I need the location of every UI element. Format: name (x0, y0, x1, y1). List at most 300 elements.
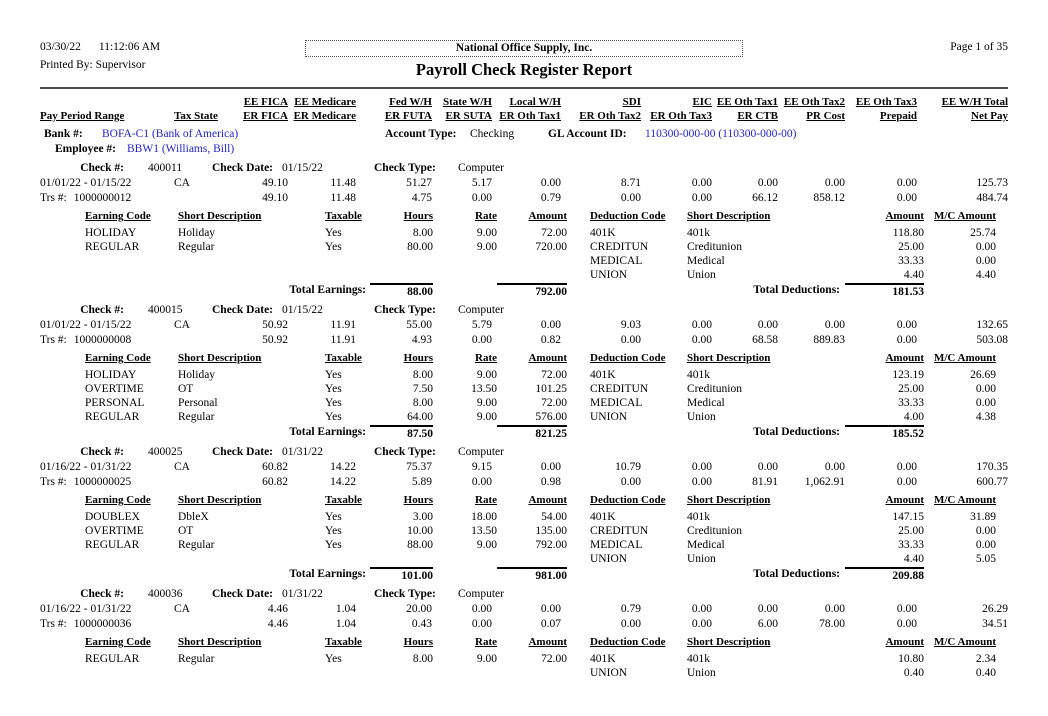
earning-hours (370, 254, 433, 268)
pr-cost-value: 78.00 (819, 618, 845, 630)
deduction-code: UNION (590, 667, 628, 679)
er-medicare-value: 14.22 (330, 476, 356, 488)
earning-code (85, 268, 178, 282)
earning-deduction-row (85, 368, 996, 382)
fed-wh-value: 51.27 (406, 177, 432, 189)
earning-taxable: Yes (325, 511, 342, 523)
spacer (567, 694, 590, 708)
spacer (433, 283, 497, 300)
ee-medicare-value: 11.48 (330, 177, 356, 189)
employee-tax-row (40, 176, 1008, 191)
deduction-mc-amount: 0.00 (975, 255, 996, 267)
company-name-box (305, 40, 743, 57)
earning-deduction-row (85, 240, 996, 254)
total-deductions-label: Total Deductions: (753, 284, 840, 296)
bank-row (40, 127, 1008, 142)
ee-wh-total-value: 170.35 (976, 461, 1008, 473)
report-header (40, 40, 1008, 86)
account-type-label: Account Type: (385, 128, 457, 140)
deduction-code: CREDITUN (590, 383, 649, 395)
earning-hours (370, 680, 433, 694)
er-futa-value: 0.43 (411, 618, 432, 630)
col-hours: Hours (403, 352, 433, 364)
col-fed-wh: Fed W/H (389, 96, 432, 108)
er-medicare-value: 1.04 (335, 618, 356, 630)
earning-code (85, 254, 178, 268)
earning-amount: 72.00 (541, 369, 567, 381)
er-suta-value: 0.00 (471, 476, 492, 488)
col-earning-amount: Amount (528, 210, 567, 222)
spacer (567, 493, 590, 510)
er-oth-tax3-value: 0.00 (691, 618, 712, 630)
earning-hours: 8.00 (412, 653, 433, 665)
deduction-description: Medical (687, 397, 725, 409)
spacer (567, 268, 590, 282)
deduction-amount: 147.15 (892, 511, 924, 523)
earning-taxable (325, 666, 370, 680)
earning-amount (497, 268, 567, 282)
earnings-deductions-header (85, 635, 996, 652)
deduction-amount: 33.33 (898, 539, 924, 551)
col-pr-cost: PR Cost (806, 110, 845, 122)
earning-amount: 54.00 (541, 511, 567, 523)
deduction-mc-amount: 0.00 (975, 397, 996, 409)
sdi-value: 9.03 (620, 319, 641, 331)
col-er-futa: ER FUTA (384, 110, 432, 122)
spacer (433, 425, 497, 442)
earning-description: Regular (178, 653, 215, 665)
spacer (567, 666, 590, 680)
trs-label: Trs #: (40, 334, 67, 346)
er-ctb-value: 81.91 (752, 476, 778, 488)
earning-description: Personal (178, 397, 218, 409)
earning-taxable: Yes (325, 369, 342, 381)
transaction-number (40, 475, 168, 490)
total-deductions-label: Total Deductions: (753, 426, 840, 438)
earning-description: Holiday (178, 227, 216, 239)
check-header (40, 160, 1008, 176)
col-mc-amount: M/C Amount (933, 352, 996, 364)
earning-code: REGULAR (85, 539, 140, 551)
ee-oth-tax3-value: 0.00 (896, 461, 917, 473)
earning-code: HOLIDAY (85, 227, 137, 239)
fed-wh-value: 20.00 (406, 603, 432, 615)
deduction-description: Union (687, 269, 716, 281)
er-oth-tax3-value: 0.00 (691, 192, 712, 204)
trs-value: 1000000025 (73, 476, 132, 488)
col-deduction-code: Deduction Code (590, 210, 666, 222)
earning-description: Regular (178, 411, 215, 423)
col-er-oth-tax2: ER Oth Tax2 (579, 110, 641, 122)
deduction-mc-amount: 4.38 (975, 411, 996, 423)
earning-code: OVERTIME (85, 383, 144, 395)
header-rule (40, 87, 1008, 89)
col-rate: Rate (475, 352, 497, 364)
deduction-code: 401K (590, 369, 616, 381)
col-er-ctb: ER CTB (737, 110, 778, 122)
company-name: National Office Supply, Inc. (455, 42, 593, 54)
pr-cost-value: 858.12 (813, 192, 845, 204)
deduction-mc-amount (924, 694, 996, 708)
earning-deduction-row (85, 694, 996, 708)
deduction-description: Creditunion (687, 525, 742, 537)
check-number: 400015 (148, 304, 183, 316)
spacer (567, 240, 590, 254)
spacer (168, 333, 230, 348)
earning-rate: 18.00 (471, 511, 497, 523)
ee-wh-total-value: 132.65 (976, 319, 1008, 331)
earning-code: OVERTIME (85, 525, 144, 537)
deduction-amount: 10.80 (898, 653, 924, 665)
tax-state: CA (174, 603, 190, 615)
spacer (567, 283, 590, 300)
earning-amount: 720.00 (535, 241, 567, 253)
earning-amount (497, 680, 567, 694)
spacer (567, 382, 590, 396)
earning-hours: 88.00 (407, 539, 433, 551)
spacer (567, 425, 590, 442)
earning-code (85, 680, 178, 694)
earning-description (178, 680, 325, 694)
deduction-amount: 4.40 (903, 269, 924, 281)
er-suta-value: 0.00 (471, 192, 492, 204)
ee-oth-tax2-value: 0.00 (824, 603, 845, 615)
check-block (40, 160, 1008, 300)
deduction-amount: 123.19 (892, 369, 924, 381)
spacer (168, 617, 230, 632)
col-ee-wh-total: EE W/H Total (941, 96, 1008, 108)
total-deductions-amount: 185.52 (845, 425, 924, 442)
col-mc-amount: M/C Amount (933, 636, 996, 648)
check-date: 01/15/22 (282, 304, 323, 316)
prepaid-value: 0.00 (896, 618, 917, 630)
er-medicare-value: 11.48 (330, 192, 356, 204)
col-rate: Rate (475, 494, 497, 506)
earning-hours: 8.00 (412, 227, 433, 239)
check-number: 400011 (148, 162, 183, 174)
er-fica-value: 49.10 (262, 192, 288, 204)
spacer (567, 524, 590, 538)
earning-amount: 576.00 (535, 411, 567, 423)
col-earning-amount: Amount (528, 352, 567, 364)
bank-number-link[interactable]: BOFA-C1 (Bank of America) (102, 128, 239, 140)
earning-rate: 13.50 (471, 383, 497, 395)
deduction-code: UNION (590, 269, 628, 281)
employer-tax-row (40, 617, 1008, 632)
check-block (40, 586, 1008, 708)
earning-description: Regular (178, 539, 215, 551)
col-sdi: SDI (622, 96, 641, 108)
earning-hours: 8.00 (412, 397, 433, 409)
ee-oth-tax3-value: 0.00 (896, 603, 917, 615)
employee-row (40, 142, 1008, 158)
total-deductions-label: Total Deductions: (753, 568, 840, 580)
earning-taxable: Yes (325, 525, 342, 537)
deduction-description: 401k (687, 653, 710, 665)
check-block (40, 302, 1008, 442)
earnings-deductions-header (85, 493, 996, 510)
col-earning-code: Earning Code (85, 494, 151, 506)
pr-cost-value: 889.83 (813, 334, 845, 346)
col-hours: Hours (403, 210, 433, 222)
check-number-label: Check #: (80, 446, 124, 458)
check-header (40, 586, 1008, 602)
state-wh-value: 5.17 (471, 177, 492, 189)
earning-hours: 7.50 (412, 383, 433, 395)
spacer (567, 680, 590, 694)
total-earnings-amount: 981.00 (497, 567, 567, 584)
deduction-amount: 33.33 (898, 255, 924, 267)
spacer (567, 209, 590, 226)
spacer (567, 254, 590, 268)
check-type-label: Check Type: (374, 588, 436, 600)
er-oth-tax2-value: 0.00 (620, 334, 641, 346)
ee-oth-tax2-value: 0.00 (824, 177, 845, 189)
deduction-description: 401k (687, 511, 710, 523)
print-time: 11:12:06 AM (98, 41, 161, 53)
earning-description (178, 268, 325, 282)
earning-code: HOLIDAY (85, 369, 137, 381)
earning-rate (433, 680, 497, 694)
pay-period-range: 01/01/22 - 01/15/22 (40, 319, 132, 331)
state-wh-value: 9.15 (471, 461, 492, 473)
total-hours: 88.00 (370, 283, 433, 300)
spacer (168, 475, 230, 490)
col-earning-description: Short Description (178, 210, 262, 222)
er-oth-tax1-value: 0.07 (540, 618, 561, 630)
deduction-code: MEDICAL (590, 397, 643, 409)
earning-hours (370, 552, 433, 566)
ee-fica-value: 4.46 (267, 603, 288, 615)
earning-deduction-row (85, 524, 996, 538)
earning-amount: 72.00 (541, 227, 567, 239)
check-date-label: Check Date: (212, 588, 273, 600)
page-number: Page 1 of 35 (950, 41, 1008, 53)
gl-account-id-link[interactable]: 110300-000-00 (110300-000-00) (645, 128, 797, 140)
check-list (40, 160, 1008, 708)
trs-label: Trs #: (40, 618, 67, 630)
er-oth-tax3-value: 0.00 (691, 334, 712, 346)
trs-label: Trs #: (40, 476, 67, 488)
earning-hours: 3.00 (412, 511, 433, 523)
deduction-description: Union (687, 553, 716, 565)
col-deduction-description: Short Description (687, 494, 771, 506)
local-wh-value: 0.00 (540, 603, 561, 615)
check-type-label: Check Type: (374, 304, 436, 316)
transaction-number (40, 617, 168, 632)
col-earning-amount: Amount (528, 494, 567, 506)
net-pay-value: 484.74 (976, 192, 1008, 204)
state-wh-value: 0.00 (471, 603, 492, 615)
deduction-amount: 25.00 (898, 241, 924, 253)
earning-taxable: Yes (325, 397, 342, 409)
er-suta-value: 0.00 (471, 334, 492, 346)
col-deduction-amount: Amount (885, 636, 924, 648)
earning-taxable: Yes (325, 411, 342, 423)
col-rate: Rate (475, 636, 497, 648)
earning-hours: 8.00 (412, 369, 433, 381)
employer-tax-row (40, 333, 1008, 348)
spacer (567, 368, 590, 382)
col-er-fica: ER FICA (243, 110, 288, 122)
er-suta-value: 0.00 (471, 618, 492, 630)
ee-medicare-value: 14.22 (330, 461, 356, 473)
spacer (567, 552, 590, 566)
check-type: Computer (458, 446, 504, 458)
er-fica-value: 50.92 (262, 334, 288, 346)
account-type-value: Checking (470, 128, 515, 140)
er-ctb-value: 66.12 (752, 192, 778, 204)
spacer (168, 191, 230, 206)
check-number-label: Check #: (80, 588, 124, 600)
ee-oth-tax2-value: 0.00 (824, 319, 845, 331)
spacer (924, 425, 996, 442)
total-deductions-amount: 181.53 (845, 283, 924, 300)
deduction-amount: 4.00 (903, 411, 924, 423)
earning-description (178, 254, 325, 268)
earning-description (178, 694, 325, 708)
spacer (567, 396, 590, 410)
deduction-mc-amount: 0.40 (975, 667, 996, 679)
col-earning-amount: Amount (528, 636, 567, 648)
col-er-medicare: ER Medicare (293, 110, 356, 122)
earning-deduction-row (85, 226, 996, 240)
ee-wh-total-value: 125.73 (976, 177, 1008, 189)
tax-state: CA (174, 319, 190, 331)
check-number: 400036 (148, 588, 183, 600)
ee-oth-tax1-value: 0.00 (757, 319, 778, 331)
bank-number-label: Bank #: (44, 128, 83, 140)
col-taxable: Taxable (325, 494, 362, 506)
check-type: Computer (458, 162, 504, 174)
check-number-label: Check #: (80, 162, 124, 174)
earning-rate: 9.00 (476, 227, 497, 239)
trs-value: 1000000012 (73, 192, 132, 204)
ee-medicare-value: 1.04 (335, 603, 356, 615)
er-ctb-value: 6.00 (757, 618, 778, 630)
employee-number-link[interactable]: BBW1 (Williams, Bill) (127, 143, 235, 155)
earning-deduction-row (85, 396, 996, 410)
earning-deduction-row (85, 538, 996, 552)
earning-amount (497, 694, 567, 708)
net-pay-value: 503.08 (976, 334, 1008, 346)
earning-taxable: Yes (325, 653, 342, 665)
check-type: Computer (458, 588, 504, 600)
ee-fica-value: 49.10 (262, 177, 288, 189)
total-earnings-label: Total Earnings: (289, 284, 366, 296)
col-deduction-code: Deduction Code (590, 636, 666, 648)
total-earnings-amount: 792.00 (497, 283, 567, 300)
employee-number-label: Employee #: (55, 143, 117, 155)
earning-deduction-row (85, 268, 996, 282)
deduction-amount: 33.33 (898, 397, 924, 409)
ee-medicare-value: 11.91 (330, 319, 356, 331)
employer-tax-row (40, 191, 1008, 206)
totals-row (85, 283, 996, 300)
eic-value: 0.00 (691, 461, 712, 473)
earning-rate: 9.00 (476, 411, 497, 423)
ee-oth-tax1-value: 0.00 (757, 177, 778, 189)
deduction-mc-amount: 0.00 (975, 539, 996, 551)
col-taxable: Taxable (325, 636, 362, 648)
ee-oth-tax1-value: 0.00 (757, 603, 778, 615)
total-hours: 101.00 (370, 567, 433, 584)
check-type: Computer (458, 304, 504, 316)
er-fica-value: 4.46 (267, 618, 288, 630)
check-date: 01/15/22 (282, 162, 323, 174)
eic-value: 0.00 (691, 319, 712, 331)
er-oth-tax1-value: 0.82 (540, 334, 561, 346)
er-oth-tax2-value: 0.00 (620, 192, 641, 204)
earning-rate: 9.00 (476, 241, 497, 253)
earning-hours (370, 268, 433, 282)
trs-label: Trs #: (40, 192, 67, 204)
deduction-code: 401K (590, 511, 616, 523)
trs-value: 1000000008 (73, 334, 132, 346)
earning-rate (433, 694, 497, 708)
earning-description: OT (178, 383, 194, 395)
print-datetime (40, 41, 160, 53)
deduction-description: 401k (687, 227, 710, 239)
earning-amount: 135.00 (535, 525, 567, 537)
er-oth-tax1-value: 0.79 (540, 192, 561, 204)
earning-taxable: Yes (325, 539, 342, 551)
column-headers-row-ee (40, 96, 1008, 110)
employee-tax-row (40, 602, 1008, 617)
spacer (924, 567, 996, 584)
earning-deduction-row (85, 652, 996, 666)
earning-deduction-row (85, 410, 996, 424)
earning-description: Regular (178, 241, 215, 253)
earning-code (85, 552, 178, 566)
earning-amount (497, 552, 567, 566)
col-eic: EIC (692, 96, 712, 108)
local-wh-value: 0.00 (540, 461, 561, 473)
pay-period-range: 01/16/22 - 01/31/22 (40, 461, 132, 473)
total-deductions-amount: 209.88 (845, 567, 924, 584)
col-deduction-description: Short Description (687, 210, 771, 222)
earning-rate: 13.50 (471, 525, 497, 537)
totals-row (85, 425, 996, 442)
col-ee-fica: EE FICA (243, 96, 288, 108)
deduction-amount: 4.40 (903, 553, 924, 565)
earning-code: REGULAR (85, 411, 140, 423)
sdi-value: 8.71 (620, 177, 641, 189)
earning-deduction-row (85, 666, 996, 680)
deduction-description: Union (687, 411, 716, 423)
er-medicare-value: 11.91 (330, 334, 356, 346)
deduction-code: 401K (590, 227, 616, 239)
earning-deduction-row (85, 510, 996, 524)
trs-value: 1000000036 (73, 618, 132, 630)
deduction-code (590, 694, 687, 708)
er-ctb-value: 68.58 (752, 334, 778, 346)
spacer (567, 226, 590, 240)
deduction-description (687, 694, 845, 708)
earning-hours: 64.00 (407, 411, 433, 423)
spacer (567, 351, 590, 368)
local-wh-value: 0.00 (540, 319, 561, 331)
sdi-value: 10.79 (615, 461, 641, 473)
check-date-label: Check Date: (212, 446, 273, 458)
transaction-number (40, 333, 168, 348)
earning-hours (370, 694, 433, 708)
earning-amount: 72.00 (541, 397, 567, 409)
deduction-mc-amount: 25.74 (970, 227, 996, 239)
earning-rate (433, 552, 497, 566)
col-taxable: Taxable (325, 352, 362, 364)
col-taxable: Taxable (325, 210, 362, 222)
